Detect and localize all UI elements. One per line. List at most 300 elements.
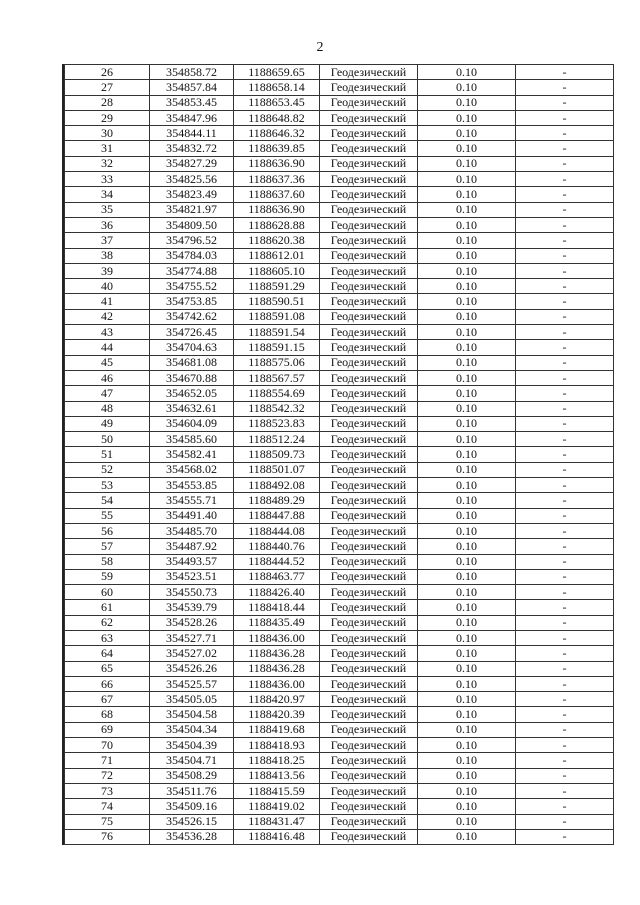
accuracy-cell: 0.10 (418, 309, 516, 324)
table-row (65, 783, 614, 798)
description-cell: - (516, 615, 614, 630)
method-cell: Геодезический (320, 416, 418, 431)
table-row (65, 141, 614, 156)
x-coordinate-cell: 354604.09 (150, 416, 234, 431)
table-row (65, 294, 614, 309)
method-cell: Геодезический (320, 600, 418, 615)
description-cell: - (516, 202, 614, 217)
y-coordinate-cell: 1188492.08 (234, 478, 320, 493)
x-coordinate-cell: 354632.61 (150, 401, 234, 416)
y-coordinate-cell: 1188418.25 (234, 753, 320, 768)
accuracy-cell: 0.10 (418, 722, 516, 737)
point-number-cell: 60 (65, 585, 150, 600)
y-coordinate-cell: 1188489.29 (234, 493, 320, 508)
x-coordinate-cell: 354504.39 (150, 738, 234, 753)
point-number-cell: 43 (65, 325, 150, 340)
description-cell: - (516, 294, 614, 309)
description-cell: - (516, 401, 614, 416)
coordinates-table-container (62, 64, 614, 845)
x-coordinate-cell: 354825.56 (150, 172, 234, 187)
method-cell: Геодезический (320, 80, 418, 95)
y-coordinate-cell: 1188419.68 (234, 722, 320, 737)
x-coordinate-cell: 354726.45 (150, 325, 234, 340)
table-row (65, 462, 614, 477)
y-coordinate-cell: 1188542.32 (234, 401, 320, 416)
description-cell: - (516, 156, 614, 171)
table-row (65, 569, 614, 584)
y-coordinate-cell: 1188554.69 (234, 386, 320, 401)
method-cell: Геодезический (320, 738, 418, 753)
table-row (65, 340, 614, 355)
accuracy-cell: 0.10 (418, 569, 516, 584)
method-cell: Геодезический (320, 585, 418, 600)
accuracy-cell: 0.10 (418, 676, 516, 691)
accuracy-cell: 0.10 (418, 615, 516, 630)
method-cell: Геодезический (320, 202, 418, 217)
point-number-cell: 44 (65, 340, 150, 355)
description-cell: - (516, 187, 614, 202)
description-cell: - (516, 569, 614, 584)
method-cell: Геодезический (320, 493, 418, 508)
x-coordinate-cell: 354844.11 (150, 126, 234, 141)
y-coordinate-cell: 1188636.90 (234, 156, 320, 171)
x-coordinate-cell: 354485.70 (150, 523, 234, 538)
x-coordinate-cell: 354491.40 (150, 508, 234, 523)
description-cell: - (516, 233, 614, 248)
method-cell: Геодезический (320, 294, 418, 309)
method-cell: Геодезический (320, 462, 418, 477)
method-cell: Геодезический (320, 65, 418, 80)
table-row (65, 646, 614, 661)
point-number-cell: 41 (65, 294, 150, 309)
table-row (65, 600, 614, 615)
method-cell: Геодезический (320, 829, 418, 844)
y-coordinate-cell: 1188444.08 (234, 523, 320, 538)
table-row (65, 401, 614, 416)
table-row (65, 126, 614, 141)
accuracy-cell: 0.10 (418, 187, 516, 202)
x-coordinate-cell: 354487.92 (150, 539, 234, 554)
y-coordinate-cell: 1188512.24 (234, 432, 320, 447)
description-cell: - (516, 325, 614, 340)
y-coordinate-cell: 1188620.38 (234, 233, 320, 248)
method-cell: Геодезический (320, 355, 418, 370)
method-cell: Геодезический (320, 309, 418, 324)
x-coordinate-cell: 354847.96 (150, 110, 234, 125)
accuracy-cell: 0.10 (418, 263, 516, 278)
x-coordinate-cell: 354652.05 (150, 386, 234, 401)
point-number-cell: 55 (65, 508, 150, 523)
point-number-cell: 49 (65, 416, 150, 431)
table-row (65, 523, 614, 538)
description-cell: - (516, 95, 614, 110)
table-row (65, 508, 614, 523)
accuracy-cell: 0.10 (418, 478, 516, 493)
point-number-cell: 70 (65, 738, 150, 753)
method-cell: Геодезический (320, 523, 418, 538)
point-number-cell: 69 (65, 722, 150, 737)
x-coordinate-cell: 354585.60 (150, 432, 234, 447)
x-coordinate-cell: 354493.57 (150, 554, 234, 569)
x-coordinate-cell: 354536.28 (150, 829, 234, 844)
method-cell: Геодезический (320, 646, 418, 661)
description-cell: - (516, 370, 614, 385)
table-row (65, 248, 614, 263)
x-coordinate-cell: 354568.02 (150, 462, 234, 477)
y-coordinate-cell: 1188435.49 (234, 615, 320, 630)
method-cell: Геодезический (320, 799, 418, 814)
y-coordinate-cell: 1188426.40 (234, 585, 320, 600)
method-cell: Геодезический (320, 141, 418, 156)
accuracy-cell: 0.10 (418, 768, 516, 783)
point-number-cell: 59 (65, 569, 150, 584)
point-number-cell: 61 (65, 600, 150, 615)
x-coordinate-cell: 354853.45 (150, 95, 234, 110)
table-row (65, 493, 614, 508)
method-cell: Геодезический (320, 722, 418, 737)
y-coordinate-cell: 1188591.15 (234, 340, 320, 355)
method-cell: Геодезический (320, 401, 418, 416)
method-cell: Геодезический (320, 386, 418, 401)
x-coordinate-cell: 354511.76 (150, 783, 234, 798)
y-coordinate-cell: 1188605.10 (234, 263, 320, 278)
point-number-cell: 28 (65, 95, 150, 110)
description-cell: - (516, 508, 614, 523)
point-number-cell: 71 (65, 753, 150, 768)
x-coordinate-cell: 354784.03 (150, 248, 234, 263)
x-coordinate-cell: 354827.29 (150, 156, 234, 171)
page-number: 2 (316, 40, 324, 55)
y-coordinate-cell: 1188648.82 (234, 110, 320, 125)
y-coordinate-cell: 1188418.93 (234, 738, 320, 753)
x-coordinate-cell: 354704.63 (150, 340, 234, 355)
description-cell: - (516, 768, 614, 783)
description-cell: - (516, 646, 614, 661)
y-coordinate-cell: 1188431.47 (234, 814, 320, 829)
x-coordinate-cell: 354681.08 (150, 355, 234, 370)
method-cell: Геодезический (320, 539, 418, 554)
point-number-cell: 65 (65, 661, 150, 676)
y-coordinate-cell: 1188612.01 (234, 248, 320, 263)
method-cell: Геодезический (320, 692, 418, 707)
description-cell: - (516, 217, 614, 232)
table-row (65, 95, 614, 110)
method-cell: Геодезический (320, 707, 418, 722)
point-number-cell: 35 (65, 202, 150, 217)
table-row (65, 692, 614, 707)
method-cell: Геодезический (320, 661, 418, 676)
method-cell: Геодезический (320, 554, 418, 569)
x-coordinate-cell: 354858.72 (150, 65, 234, 80)
description-cell: - (516, 309, 614, 324)
table-row (65, 309, 614, 324)
description-cell: - (516, 585, 614, 600)
accuracy-cell: 0.10 (418, 447, 516, 462)
description-cell: - (516, 753, 614, 768)
y-coordinate-cell: 1188637.36 (234, 172, 320, 187)
accuracy-cell: 0.10 (418, 416, 516, 431)
y-coordinate-cell: 1188420.39 (234, 707, 320, 722)
y-coordinate-cell: 1188415.59 (234, 783, 320, 798)
accuracy-cell: 0.10 (418, 386, 516, 401)
y-coordinate-cell: 1188575.06 (234, 355, 320, 370)
table-row (65, 65, 614, 80)
x-coordinate-cell: 354504.71 (150, 753, 234, 768)
accuracy-cell: 0.10 (418, 401, 516, 416)
accuracy-cell: 0.10 (418, 783, 516, 798)
method-cell: Геодезический (320, 370, 418, 385)
y-coordinate-cell: 1188436.28 (234, 646, 320, 661)
point-number-cell: 47 (65, 386, 150, 401)
table-row (65, 722, 614, 737)
y-coordinate-cell: 1188444.52 (234, 554, 320, 569)
x-coordinate-cell: 354582.41 (150, 447, 234, 462)
description-cell: - (516, 416, 614, 431)
table-row (65, 539, 614, 554)
description-cell: - (516, 600, 614, 615)
y-coordinate-cell: 1188636.90 (234, 202, 320, 217)
accuracy-cell: 0.10 (418, 738, 516, 753)
point-number-cell: 68 (65, 707, 150, 722)
description-cell: - (516, 738, 614, 753)
point-number-cell: 76 (65, 829, 150, 844)
method-cell: Геодезический (320, 325, 418, 340)
description-cell: - (516, 707, 614, 722)
point-number-cell: 75 (65, 814, 150, 829)
table-row (65, 585, 614, 600)
accuracy-cell: 0.10 (418, 646, 516, 661)
accuracy-cell: 0.10 (418, 630, 516, 645)
y-coordinate-cell: 1188440.76 (234, 539, 320, 554)
method-cell: Геодезический (320, 630, 418, 645)
x-coordinate-cell: 354742.62 (150, 309, 234, 324)
y-coordinate-cell: 1188413.56 (234, 768, 320, 783)
method-cell: Геодезический (320, 569, 418, 584)
y-coordinate-cell: 1188419.02 (234, 799, 320, 814)
y-coordinate-cell: 1188420.97 (234, 692, 320, 707)
accuracy-cell: 0.10 (418, 462, 516, 477)
coordinates-table (64, 64, 614, 845)
point-number-cell: 32 (65, 156, 150, 171)
point-number-cell: 63 (65, 630, 150, 645)
description-cell: - (516, 65, 614, 80)
y-coordinate-cell: 1188628.88 (234, 217, 320, 232)
point-number-cell: 46 (65, 370, 150, 385)
point-number-cell: 64 (65, 646, 150, 661)
x-coordinate-cell: 354832.72 (150, 141, 234, 156)
y-coordinate-cell: 1188463.77 (234, 569, 320, 584)
method-cell: Геодезический (320, 187, 418, 202)
point-number-cell: 30 (65, 126, 150, 141)
description-cell: - (516, 783, 614, 798)
table-row (65, 325, 614, 340)
description-cell: - (516, 523, 614, 538)
table-row (65, 432, 614, 447)
description-cell: - (516, 799, 614, 814)
table-row (65, 753, 614, 768)
x-coordinate-cell: 354755.52 (150, 279, 234, 294)
method-cell: Геодезический (320, 478, 418, 493)
x-coordinate-cell: 354504.58 (150, 707, 234, 722)
method-cell: Геодезический (320, 126, 418, 141)
accuracy-cell: 0.10 (418, 554, 516, 569)
method-cell: Геодезический (320, 263, 418, 278)
x-coordinate-cell: 354539.79 (150, 600, 234, 615)
y-coordinate-cell: 1188591.08 (234, 309, 320, 324)
method-cell: Геодезический (320, 156, 418, 171)
point-number-cell: 45 (65, 355, 150, 370)
method-cell: Геодезический (320, 432, 418, 447)
description-cell: - (516, 661, 614, 676)
point-number-cell: 40 (65, 279, 150, 294)
x-coordinate-cell: 354505.05 (150, 692, 234, 707)
y-coordinate-cell: 1188523.83 (234, 416, 320, 431)
description-cell: - (516, 692, 614, 707)
accuracy-cell: 0.10 (418, 692, 516, 707)
point-number-cell: 39 (65, 263, 150, 278)
accuracy-cell: 0.10 (418, 217, 516, 232)
point-number-cell: 73 (65, 783, 150, 798)
description-cell: - (516, 493, 614, 508)
point-number-cell: 31 (65, 141, 150, 156)
table-row (65, 676, 614, 691)
accuracy-cell: 0.10 (418, 355, 516, 370)
y-coordinate-cell: 1188509.73 (234, 447, 320, 462)
accuracy-cell: 0.10 (418, 753, 516, 768)
description-cell: - (516, 279, 614, 294)
point-number-cell: 38 (65, 248, 150, 263)
point-number-cell: 54 (65, 493, 150, 508)
x-coordinate-cell: 354504.34 (150, 722, 234, 737)
x-coordinate-cell: 354528.26 (150, 615, 234, 630)
accuracy-cell: 0.10 (418, 340, 516, 355)
y-coordinate-cell: 1188637.60 (234, 187, 320, 202)
table-row (65, 386, 614, 401)
method-cell: Геодезический (320, 508, 418, 523)
accuracy-cell: 0.10 (418, 523, 516, 538)
x-coordinate-cell: 354821.97 (150, 202, 234, 217)
table-row (65, 829, 614, 844)
method-cell: Геодезический (320, 783, 418, 798)
table-row (65, 615, 614, 630)
y-coordinate-cell: 1188501.07 (234, 462, 320, 477)
table-row (65, 447, 614, 462)
y-coordinate-cell: 1188639.85 (234, 141, 320, 156)
x-coordinate-cell: 354823.49 (150, 187, 234, 202)
description-cell: - (516, 80, 614, 95)
y-coordinate-cell: 1188447.88 (234, 508, 320, 523)
table-row (65, 172, 614, 187)
accuracy-cell: 0.10 (418, 325, 516, 340)
table-row (65, 279, 614, 294)
table-row (65, 263, 614, 278)
table-row (65, 370, 614, 385)
description-cell: - (516, 110, 614, 125)
accuracy-cell: 0.10 (418, 172, 516, 187)
description-cell: - (516, 676, 614, 691)
x-coordinate-cell: 354774.88 (150, 263, 234, 278)
x-coordinate-cell: 354550.73 (150, 585, 234, 600)
accuracy-cell: 0.10 (418, 370, 516, 385)
accuracy-cell: 0.10 (418, 508, 516, 523)
table-row (65, 156, 614, 171)
x-coordinate-cell: 354670.88 (150, 370, 234, 385)
accuracy-cell: 0.10 (418, 493, 516, 508)
point-number-cell: 27 (65, 80, 150, 95)
description-cell: - (516, 340, 614, 355)
point-number-cell: 56 (65, 523, 150, 538)
point-number-cell: 42 (65, 309, 150, 324)
y-coordinate-cell: 1188591.29 (234, 279, 320, 294)
point-number-cell: 29 (65, 110, 150, 125)
accuracy-cell: 0.10 (418, 294, 516, 309)
table-row (65, 738, 614, 753)
accuracy-cell: 0.10 (418, 539, 516, 554)
accuracy-cell: 0.10 (418, 202, 516, 217)
method-cell: Геодезический (320, 248, 418, 263)
method-cell: Геодезический (320, 233, 418, 248)
method-cell: Геодезический (320, 279, 418, 294)
point-number-cell: 58 (65, 554, 150, 569)
table-row (65, 630, 614, 645)
accuracy-cell: 0.10 (418, 95, 516, 110)
method-cell: Геодезический (320, 340, 418, 355)
point-number-cell: 62 (65, 615, 150, 630)
y-coordinate-cell: 1188591.54 (234, 325, 320, 340)
accuracy-cell: 0.10 (418, 80, 516, 95)
point-number-cell: 57 (65, 539, 150, 554)
method-cell: Геодезический (320, 814, 418, 829)
x-coordinate-cell: 354527.02 (150, 646, 234, 661)
y-coordinate-cell: 1188436.00 (234, 630, 320, 645)
description-cell: - (516, 829, 614, 844)
point-number-cell: 48 (65, 401, 150, 416)
method-cell: Геодезический (320, 95, 418, 110)
accuracy-cell: 0.10 (418, 126, 516, 141)
accuracy-cell: 0.10 (418, 65, 516, 80)
description-cell: - (516, 432, 614, 447)
point-number-cell: 72 (65, 768, 150, 783)
description-cell: - (516, 141, 614, 156)
x-coordinate-cell: 354525.57 (150, 676, 234, 691)
table-row (65, 768, 614, 783)
accuracy-cell: 0.10 (418, 661, 516, 676)
description-cell: - (516, 126, 614, 141)
description-cell: - (516, 355, 614, 370)
x-coordinate-cell: 354523.51 (150, 569, 234, 584)
x-coordinate-cell: 354555.71 (150, 493, 234, 508)
y-coordinate-cell: 1188646.32 (234, 126, 320, 141)
table-row (65, 110, 614, 125)
x-coordinate-cell: 354753.85 (150, 294, 234, 309)
method-cell: Геодезический (320, 615, 418, 630)
method-cell: Геодезический (320, 110, 418, 125)
accuracy-cell: 0.10 (418, 600, 516, 615)
table-row (65, 416, 614, 431)
point-number-cell: 53 (65, 478, 150, 493)
description-cell: - (516, 539, 614, 554)
accuracy-cell: 0.10 (418, 233, 516, 248)
accuracy-cell: 0.10 (418, 279, 516, 294)
table-row (65, 187, 614, 202)
y-coordinate-cell: 1188659.65 (234, 65, 320, 80)
x-coordinate-cell: 354527.71 (150, 630, 234, 645)
x-coordinate-cell: 354509.16 (150, 799, 234, 814)
accuracy-cell: 0.10 (418, 248, 516, 263)
method-cell: Геодезический (320, 753, 418, 768)
table-row (65, 478, 614, 493)
x-coordinate-cell: 354553.85 (150, 478, 234, 493)
